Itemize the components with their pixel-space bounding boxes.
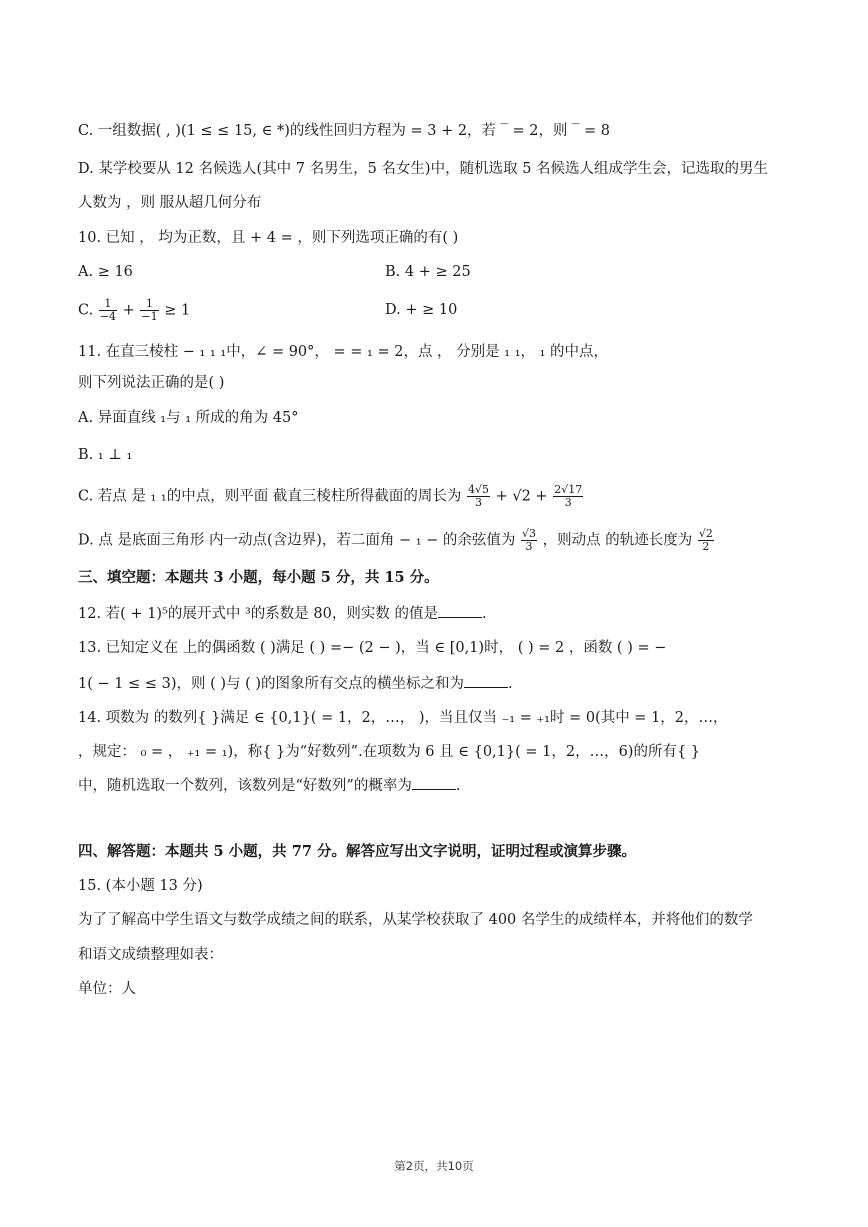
question-14-line3 <box>78 775 460 796</box>
question-15-title: 15. (本小题 13 分) <box>78 878 203 894</box>
fraction <box>467 484 490 509</box>
question-12 <box>78 603 487 624</box>
answer-blank <box>438 603 482 618</box>
question-12-text: 12. 若( + 1)⁵的展开式中 ³的系数是 80，则实数 的值是 <box>78 606 438 622</box>
fraction-numerator: √2 <box>698 527 713 540</box>
option-10c-label: C. <box>78 302 94 319</box>
option-11a: A. 异面直线 ₁与 ₁ 所成的角为 45° <box>78 410 299 426</box>
option-11c-text: C. 若点 是 ₁ ₁的中点，则平面 截直三棱柱所得截面的周长为 <box>78 488 462 505</box>
page-footer: 第2页，共10页 <box>394 1159 474 1173</box>
section-3-heading: 三、填空题：本题共 3 小题，每小题 5 分，共 15 分。 <box>78 569 439 586</box>
question-13-line2 <box>78 673 513 694</box>
question-10-stem: 10. 已知 ， 均为正数，且 + 4 = ，则下列选项正确的有( ) <box>78 230 459 246</box>
question-14-line2: ，规定： ₀ = ， ₊₁ = ₁)，称{ }为“好数列”.在项数为 6 且 ∈ {0,1}( = 1，2，…，6)的所有{ } <box>78 744 701 760</box>
option-9c: C. 一组数据( , )(1 ≤ ≤ 15, ∈ *)的线性回归方程为 = 3 + 2，若 ‾ = 2，则 ‾ = 8 <box>78 123 610 139</box>
fraction-numerator: 1 <box>140 298 158 311</box>
option-11c <box>78 484 584 509</box>
fraction-numerator: 1 <box>99 298 117 311</box>
fraction-denominator: −4 <box>99 310 117 323</box>
answer-blank <box>464 673 508 688</box>
option-10c <box>78 298 190 323</box>
option-9d-line2: 人数为 ，则 服从超几何分布 <box>78 195 262 211</box>
inequality: ≥ 1 <box>164 302 191 319</box>
fraction-numerator: 4√5 <box>467 483 489 496</box>
question-14-text: 中，随机选取一个数列，该数列是“好数列”的概率为 <box>78 778 412 794</box>
option-9d-line1: D. 某学校要从 12 名候选人(其中 7 名男生，5 名女生)中，随机选取 5 名候选人组成学生会，记选取的男生 <box>78 161 769 177</box>
fraction <box>521 528 537 553</box>
option-11c-mid: + √2 + <box>495 488 548 505</box>
section-4-heading: 四、解答题：本题共 5 小题，共 77 分。解答应写出文字说明，证明过程或演算步骤。 <box>78 843 636 860</box>
fraction-denominator: 3 <box>564 496 572 509</box>
question-11-stem-line2: 则下列说法正确的是( ) <box>78 375 225 391</box>
fraction <box>99 298 117 323</box>
fraction-denominator: 3 <box>525 540 533 553</box>
fraction-denominator: 3 <box>474 496 482 509</box>
option-10a: A. ≥ 16 <box>78 264 133 280</box>
question-15-line1: 为了了解高中学生语文与数学成绩之间的联系，从某学校获取了 400 名学生的成绩样本，并将他们的数学 <box>78 912 753 928</box>
option-11d-mid: ，则动点 的轨迹长度为 <box>542 532 693 549</box>
question-15-unit: 单位：人 <box>78 981 136 997</box>
period: . <box>508 676 513 692</box>
option-11b: B. ₁ ⊥ ₁ <box>78 447 133 463</box>
fraction <box>698 528 714 553</box>
option-10d: D. + ≥ 10 <box>385 302 458 318</box>
period: . <box>455 778 461 794</box>
question-13-line1: 13. 已知定义在 上的偶函数 ( )满足 ( ) =− (2 − )，当 ∈ [0,1)时， ( ) = 2 ，函数 ( ) = − <box>78 640 667 656</box>
question-11-stem-line1: 11. 在直三棱柱 − ₁ ₁ ₁中，∠ = 90°， = = ₁ = 2，点 ， 分别是 ₁ ₁， ₁ 的中点， <box>78 344 609 360</box>
answer-blank <box>412 775 456 790</box>
question-14-line1: 14. 项数为 的数列{ }满足 ∈ {0,1}( = 1，2，…， )，当且仅当 ₋₁ = ₊₁时 = 0(其中 = 1，2，…， <box>78 710 728 726</box>
fraction <box>553 484 583 509</box>
fraction-numerator: 2√17 <box>554 483 583 496</box>
question-13-text: 1( − 1 ≤ ≤ 3)，则 ( )与 ( )的图象所有交点的横坐标之和为 <box>78 676 465 692</box>
fraction-numerator: √3 <box>522 527 537 540</box>
plus-sign: + <box>122 302 135 319</box>
fraction <box>140 298 158 323</box>
option-10b: B. 4 + ≥ 25 <box>385 264 471 280</box>
fraction-denominator: 2 <box>702 540 710 553</box>
option-11d-text: D. 点 是底面三角形 内一动点(含边界)，若二面角 − ₁ − 的余弦值为 <box>78 532 516 549</box>
option-11d <box>78 528 715 553</box>
period: . <box>481 606 487 622</box>
question-15-line2: 和语文成绩整理如表： <box>78 947 223 963</box>
fraction-denominator: −1 <box>141 310 158 323</box>
